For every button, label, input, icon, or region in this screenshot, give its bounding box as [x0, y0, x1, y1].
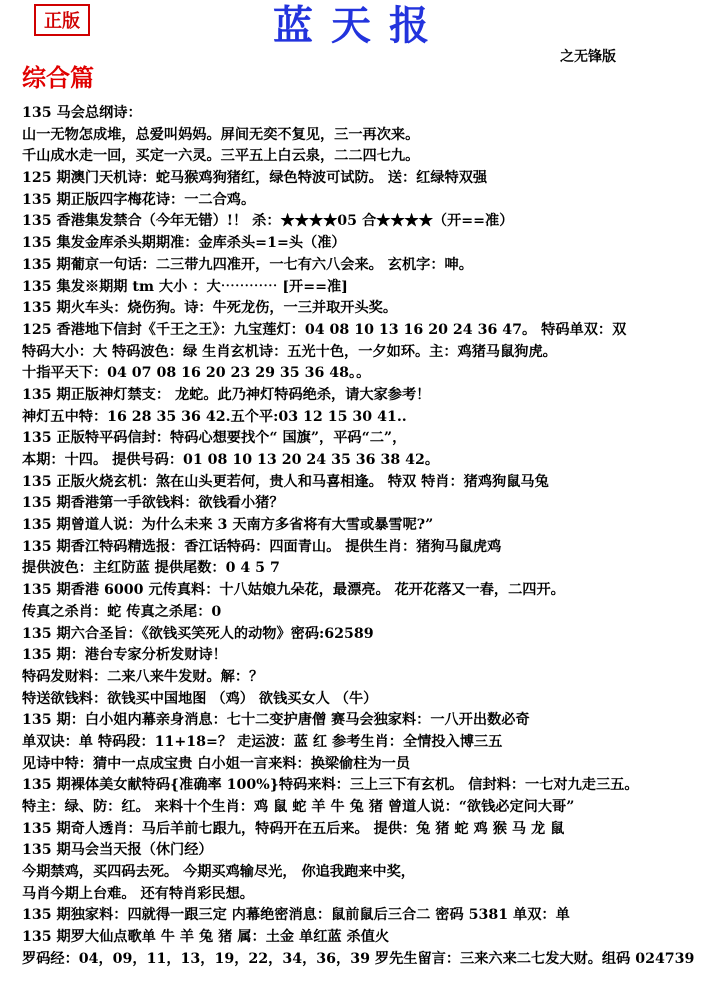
text-line: 特码发财料：二来八来牛发财。解：？ — [22, 668, 264, 685]
text-line: 135 期曾道人说：为什么未来 3 天南方多省将有大雪或暴雪呢?” — [22, 517, 434, 534]
text-line: 特主：绿、防：红。 来料十个生肖：鸡 鼠 蛇 羊 牛 兔 猪 曾道人说：“欲钱必定问大哥” — [22, 799, 575, 815]
text-line: 135 期正版神灯禁支： 龙蛇。此乃神灯特码绝杀，请大家参考！ — [22, 386, 431, 403]
article-body — [22, 103, 716, 971]
text-line: 神灯五中特：16 28 35 36 42.五个平:03 12 15 30 41.. — [22, 408, 407, 425]
text-line: 特送欲钱料：欲钱买中国地图 （鸡） 欲钱买女人 （牛） — [22, 690, 378, 707]
text-line: 见诗中特：猜中一点成宝贵 白小姐一言来料：换梁偷柱为一员 — [22, 755, 411, 772]
text-line: 135 期奇人透肖：马后羊前七跟九，特码开在五后来。 提供：兔 猪 蛇 鸡 猴 马 龙 鼠 — [22, 820, 565, 837]
text-line: 135 马会总纲诗： — [22, 105, 142, 121]
text-line: 提供波色：主红防蓝 提供尾数：0 4 5 7 — [22, 560, 280, 577]
text-line: 今期禁鸡，买四码去死。 今期买鸡输尽光， 你追我跑来中奖， — [22, 864, 415, 881]
text-line: 千山成水走一回，买定一六灵。三平五上白云泉，二二四七九。 — [22, 148, 420, 165]
text-line: 135 香港集发禁合（今年无错）!！ 杀：★★★★05 合★★★★（开==准） — [22, 213, 514, 230]
newspaper-title: 蓝天报 — [273, 2, 447, 49]
text-line: 山一无物怎成堆，总爱叫妈妈。屏间无奕不复见，三一再次来。 — [22, 126, 420, 143]
text-line: 135 期正版四字梅花诗：一二合鸡。 — [22, 191, 256, 208]
text-line: 135 期香江特码精选报：香江话特码：四面青山。 提供生肖：猪狗马鼠虎鸡 — [22, 538, 502, 555]
text-line: 135 期葡京一句话：二三带九四准开，一七有六八会来。 玄机字：呻。 — [22, 256, 473, 273]
text-line: 135 期罗大仙点歌单 牛 羊 兔 猪 属：土金 单红蓝 杀值火 — [22, 929, 390, 946]
text-line: 135 正版特平码信封：特码心想要找个“ 国旗”，平码“二”， — [22, 430, 407, 447]
text-line: 135 期香港 6000 元传真料：十八姑娘九朵花，最漂亮。 花开花落又一春，二四开。 — [22, 582, 565, 599]
section-title: 综合篇 — [22, 63, 94, 92]
text-line: 十指平天下：04 07 08 16 20 23 29 35 36 48。。 — [22, 365, 371, 382]
genuine-edition-badge: 正版 — [34, 4, 90, 36]
text-line: 135 集发金库杀头期期准：金库杀头=1=头（准） — [22, 235, 346, 252]
text-line: 135 期：港台专家分析发财诗！ — [22, 647, 227, 664]
text-line: 本期：十四。 提供号码：01 08 10 13 20 24 35 36 38 42。 — [22, 452, 440, 468]
text-line: 传真之杀肖：蛇 传真之杀尾：0 — [22, 603, 222, 620]
text-line: 135 正版火烧玄机：煞在山头更若何，贵人和马喜相逢。 特双 特肖：猪鸡狗鼠马兔 — [22, 473, 549, 490]
text-line: 135 期马会当天报（休门经） — [22, 842, 213, 859]
text-line: 135 期香港第一手欲钱料：欲钱看小猪？ — [22, 495, 284, 512]
text-line: 135 集发※期期 tm 大小 ：大⋯⋯⋯⋯ [开==准] — [22, 278, 348, 295]
text-line: 125 期澳门天机诗：蛇马猴鸡狗猪红，绿色特波可试防。 送：红绿特双强 — [22, 170, 488, 187]
text-line: 罗码经：04，09，11，13，19，22，34，36，39 罗先生留言：三来六来二七发大财。组码 024739 — [22, 950, 695, 967]
text-line: 135 期：白小姐内幕亲身消息：七十二变护唐僧 赛马会独家料：一八开出数必奇 — [22, 712, 530, 729]
text-line: 特码大小：大 特码波色：绿 生肖玄机诗：五光十色，一夕如环。主：鸡猪马鼠狗虎。 — [22, 343, 557, 360]
text-line: 马肖今期上台难。 还有特肖彩民想。 — [22, 885, 254, 902]
text-line: 135 期六合圣旨：《欲钱买笑死人的动物》密码:62589 — [22, 625, 374, 642]
text-line: 135 期火车头：烧伤狗。诗：牛死龙伤，一三并取开头奖。 — [22, 300, 398, 317]
text-line: 单双诀：单 特码段：11+18=？ 走运波：蓝 红 参考生肖：全情投入博三五 — [22, 733, 503, 750]
text-line: 125 香港地下信封《千王之王》：九宝莲灯：04 08 10 13 16 20 24 36 47。 特码单双：双 — [22, 321, 627, 338]
text-line: 135 期独家料：四就得一跟三定 内幕绝密消息：鼠前鼠后三合二 密码 5381 单双：单 — [22, 907, 570, 924]
text-line: 135 期裸体美女献特码{准确率 100%}特码来料：三上三下有玄机。 信封料：一七对九走三五。 — [22, 777, 639, 794]
edition-label: 之无锋版 — [560, 49, 616, 65]
